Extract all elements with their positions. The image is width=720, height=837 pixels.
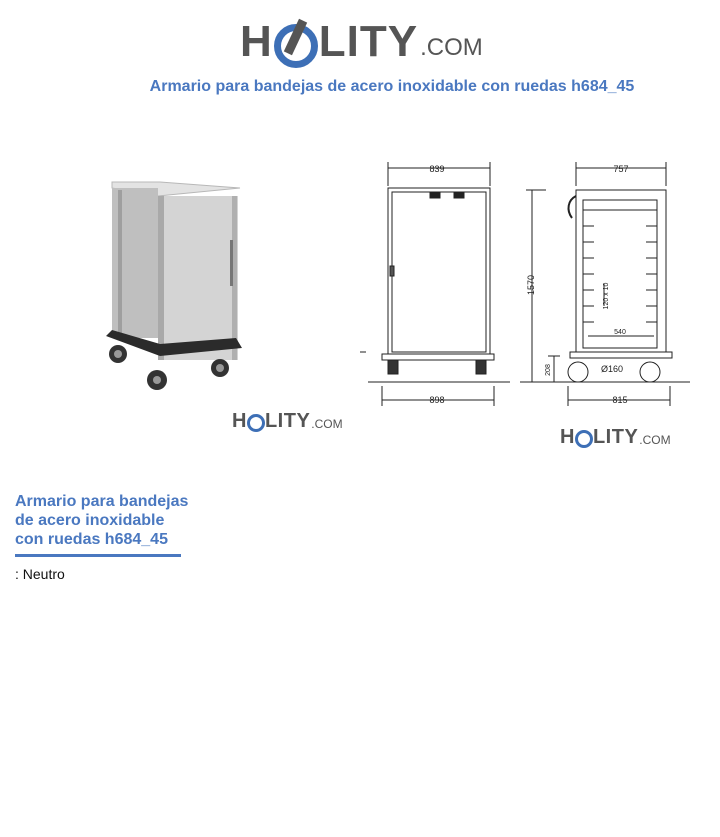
watermark-o-icon	[247, 414, 265, 432]
side-top-width: 757	[613, 164, 629, 174]
side-tray-spacing: 120 x 10	[603, 282, 610, 310]
title-underline	[15, 554, 181, 557]
watermark-logo-left	[232, 410, 343, 433]
site-logo[interactable]	[240, 14, 490, 70]
product-attribute: : Neutro	[15, 566, 65, 582]
side-wheel-diameter: Ø160	[601, 364, 624, 374]
logo-text-h: H	[240, 17, 273, 66]
side-wheel-height: 208	[545, 364, 552, 376]
logo-o-icon	[274, 24, 318, 68]
front-bottom-width: 898	[429, 395, 445, 405]
watermark-text-h: H	[232, 410, 247, 432]
side-inner-width: 540	[614, 329, 626, 336]
watermark-text-lity: LITY	[264, 410, 311, 432]
logo-text-lity: LITY	[318, 17, 419, 66]
side-bottom-width: 815	[612, 395, 628, 405]
watermark-text-h: H	[560, 426, 575, 448]
product-image	[0, 130, 720, 470]
front-drawing	[360, 162, 510, 406]
front-top-width: 839	[429, 164, 445, 174]
cabinet-photo	[106, 182, 242, 390]
watermark-text-com: .COM	[639, 433, 671, 447]
watermark-text-com: .COM	[311, 417, 343, 431]
watermark-text-lity: LITY	[592, 426, 639, 448]
product-title: Armario para bandejas de acero inoxidable con ruedas h684_45	[15, 493, 189, 548]
logo-text-com: .COM	[420, 34, 483, 61]
watermark-logo-right	[560, 426, 671, 449]
side-height: 1570	[526, 274, 536, 296]
watermark-o-icon	[575, 430, 593, 448]
page-title: Armario para bandejas de acero inoxidable con ruedas h684_45	[149, 78, 635, 95]
product-figure	[0, 130, 720, 470]
